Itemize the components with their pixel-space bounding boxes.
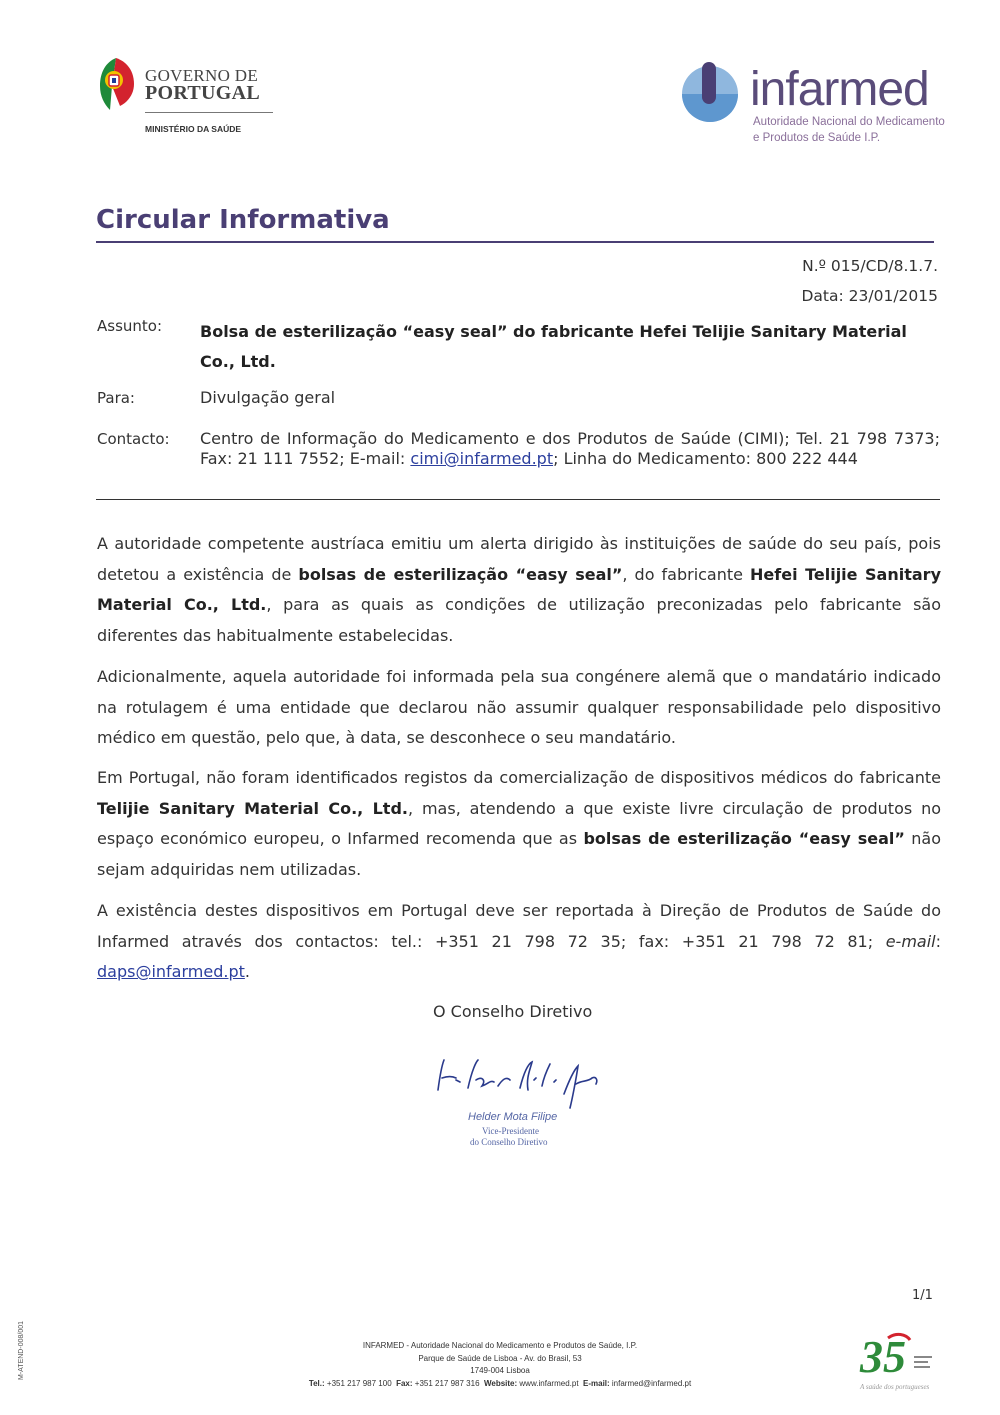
header-separator xyxy=(96,499,940,500)
handwritten-signature xyxy=(430,1050,610,1110)
p3-text-3: não sejam adquiridas nem utilizadas. xyxy=(97,829,941,879)
p1-bold-manufacturer: Hefei Telijie Sanitary Material Co., Ltd. xyxy=(97,564,941,614)
infarmed-subtitle-2: e Produtos de Saúde I.P. xyxy=(753,132,881,144)
infarmed-subtitle-1: Autoridade Nacional do Medicamento xyxy=(753,116,945,128)
subject-value: Bolsa de esterilização “easy seal” do fabricante Hefei Telijie Sanitary Material Co., Ltd. xyxy=(200,322,907,371)
subject-label: Assunto: xyxy=(97,317,163,335)
p1-bold-product: bolsas de esterilização “easy seal” xyxy=(298,564,623,584)
footer-line-2: Parque de Saúde de Lisboa - Av. do Brasil, 53 xyxy=(418,1354,582,1363)
footer-email-label: E-mail: xyxy=(583,1379,610,1388)
footer-fax: +351 217 987 316 xyxy=(414,1379,480,1388)
page-number: 1/1 xyxy=(912,1288,933,1303)
anniversary-number: 35 xyxy=(860,1331,906,1380)
footer-line-1: INFARMED - Autoridade Nacional do Medicamento e Produtos de Saúde, I.P. xyxy=(362,1341,638,1350)
p3-bold-manufacturer: Telijie Sanitary Material Co., Ltd. xyxy=(97,798,408,818)
ministry-label: MINISTÉRIO DA SAÚDE xyxy=(145,124,242,134)
gov-line-2: PORTUGAL xyxy=(145,82,261,104)
signatory-name: Helder Mota Filipe xyxy=(468,1111,558,1123)
paragraph-3 xyxy=(97,763,941,885)
p1-text: A autoridade competente austríaca emitiu um alerta dirigido às instituições de saúde do seu país, pois detetou a existência de xyxy=(97,534,941,584)
p3-bold-product: bolsas de esterilização “easy seal” xyxy=(583,829,905,848)
form-code: M-ATEND-008/001 xyxy=(18,1320,25,1380)
signatory-role-body: do Conselho Diretivo xyxy=(470,1137,548,1147)
contact-label: Contacto: xyxy=(97,430,170,448)
infarmed-wordmark: infarmed xyxy=(750,63,929,116)
contact-text: Centro de Informação do Medicamento e dos Produtos de Saúde (CIMI); Tel. 21 798 7373; Fax: 21 111 7552; E-mail: xyxy=(200,429,940,468)
p4-colon: : xyxy=(935,931,941,951)
board-signoff: O Conselho Diretivo xyxy=(433,1002,593,1021)
infarmed-logo-icon xyxy=(680,60,744,124)
footer-email: infarmed@infarmed.pt xyxy=(611,1379,692,1388)
contact-text-end: ; Linha do Medicamento: 800 222 444 xyxy=(553,449,858,468)
to-label: Para: xyxy=(97,389,135,407)
signatory-role: Vice-Presidente xyxy=(482,1126,539,1136)
footer-website: www.infarmed.pt xyxy=(519,1379,579,1388)
p1-text-2: , do fabricante xyxy=(622,564,751,584)
gov-divider xyxy=(145,112,273,113)
paragraph-2: Adicionalmente, aquela autoridade foi informada pela sua congénere alemã que o mandatário indicado na rotulagem é uma entidade que declarou não assumir qualquer responsabilidade pelo dispositivo médico em questão, pelo que, à data, se desconhece o seu mandatário. xyxy=(97,667,941,747)
footer-contacts xyxy=(200,1379,800,1388)
paragraph-1 xyxy=(97,529,941,651)
p3-text-2: , mas, atendendo a que existe livre circulação de produtos no espaço económico europeu, o Infarmed recomenda que as xyxy=(97,798,942,848)
p4-email-label: e-mail xyxy=(885,931,936,951)
p1-text-3: , para as quais as condições de utilização preconizadas pelo fabricante são diferentes das habitualmente estabelecidas. xyxy=(97,595,942,645)
p4-period: . xyxy=(244,962,250,981)
footer-web-label: Website: xyxy=(483,1379,518,1388)
footer-tel: +351 217 987 100 xyxy=(326,1379,392,1388)
footer-line-3: 1749-004 Lisboa xyxy=(470,1366,530,1375)
title-underline xyxy=(96,241,934,243)
document-title: Circular Informativa xyxy=(96,205,390,235)
contact-value xyxy=(200,429,940,469)
footer-tel-label: Tel.: xyxy=(308,1379,325,1388)
footer-fax-label: Fax: xyxy=(396,1379,413,1388)
to-value: Divulgação geral xyxy=(200,388,336,407)
circular-number: N.º 015/CD/8.1.7. xyxy=(802,257,938,275)
cimi-email-link[interactable]: cimi@infarmed.pt xyxy=(410,449,554,468)
p4-text: A existência destes dispositivos em Portugal deve ser reportada à Direção de Produtos de Saúde do Infarmed através dos contactos: tel.: +351 21 798 72 35; fax: +351 21 798 72 81; xyxy=(97,901,941,951)
paragraph-4 xyxy=(97,896,941,988)
governo-portugal-emblem xyxy=(96,56,136,112)
p3-text: Em Portugal, não foram identificados registos da comercialização de dispositivos médicos do fabricante xyxy=(97,768,941,787)
anniversary-35-logo xyxy=(858,1328,938,1380)
anniversary-tagline: A saúde dos portugueses xyxy=(860,1383,930,1391)
daps-email-link[interactable]: daps@infarmed.pt xyxy=(97,962,245,981)
gov-line-1: GOVERNO DE xyxy=(145,66,259,85)
circular-date: Data: 23/01/2015 xyxy=(801,287,938,305)
